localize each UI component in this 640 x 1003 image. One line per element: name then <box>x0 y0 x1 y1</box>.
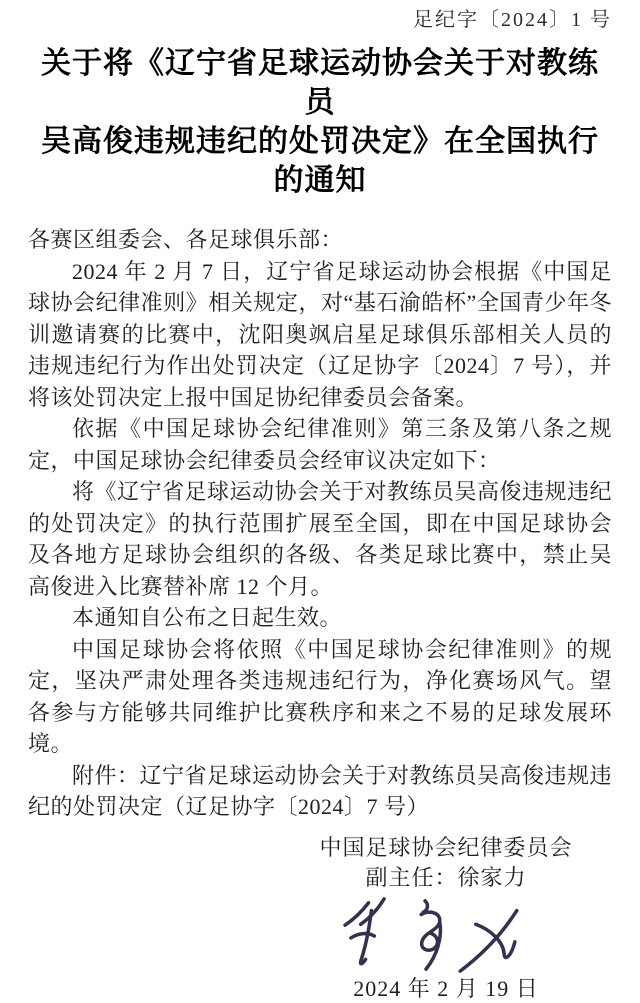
handwritten-signature <box>333 895 523 975</box>
signing-organization: 中国足球协会纪律委员会 <box>319 834 573 860</box>
paragraph: 依据《中国足球协会纪律准则》第三条及第八条之规定，中国足球协会纪律委员会经审议决定如下： <box>28 416 612 473</box>
attachment-line: 附件：辽宁省足球运动协会关于对教练员吴高俊违规违纪的处罚决定（辽足协字〔2024〕7 号） <box>28 762 613 819</box>
document-body <box>28 224 612 823</box>
signer-title-name: 副主任：徐家力 <box>365 864 527 890</box>
document-number: 足纪字〔2024〕1 号 <box>413 9 612 31</box>
paragraph: 将《辽宁省足球运动协会关于对教练员吴高俊违规违纪的处罚决定》的执行范围扩展至全国，即在中国足球协会及各地方足球协会组织的各级、各类足球比赛中，禁止吴高俊进入比赛替补席 12 个月。 <box>28 479 613 599</box>
salutation: 各赛区组委会、各足球俱乐部： <box>28 227 344 252</box>
document-date: 2024 年 2 月 19 日 <box>353 975 539 1001</box>
document-title <box>28 44 612 200</box>
paragraph: 2024 年 2 月 7 日，辽宁省足球运动协会根据《中国足球协会纪律准则》相关规定，对“基石渝皓杯”全国青少年冬训邀请赛的比赛中，沈阳奥飒启星足球俱乐部相关人员的违规违纪行为作出处罚决定（辽足协字〔2024〕7 号），并将该处罚决定上报中国足协纪律委员会备案。 <box>28 258 612 410</box>
paragraph: 中国足球协会将依照《中国足球协会纪律准则》的规定，坚决严肃处理各类违规违纪行为，净化赛场风气。望各参与方能够共同维护比赛秩序和来之不易的足球发展环境。 <box>28 636 612 756</box>
signature-block <box>296 833 596 1003</box>
document-title-line2: 吴高俊违规违纪的处罚决定》在全国执行的通知 <box>41 125 599 197</box>
paragraph: 本通知自公布之日起生效。 <box>72 605 343 630</box>
document-title-line1: 关于将《辽宁省足球运动协会关于对教练员 <box>41 47 599 119</box>
